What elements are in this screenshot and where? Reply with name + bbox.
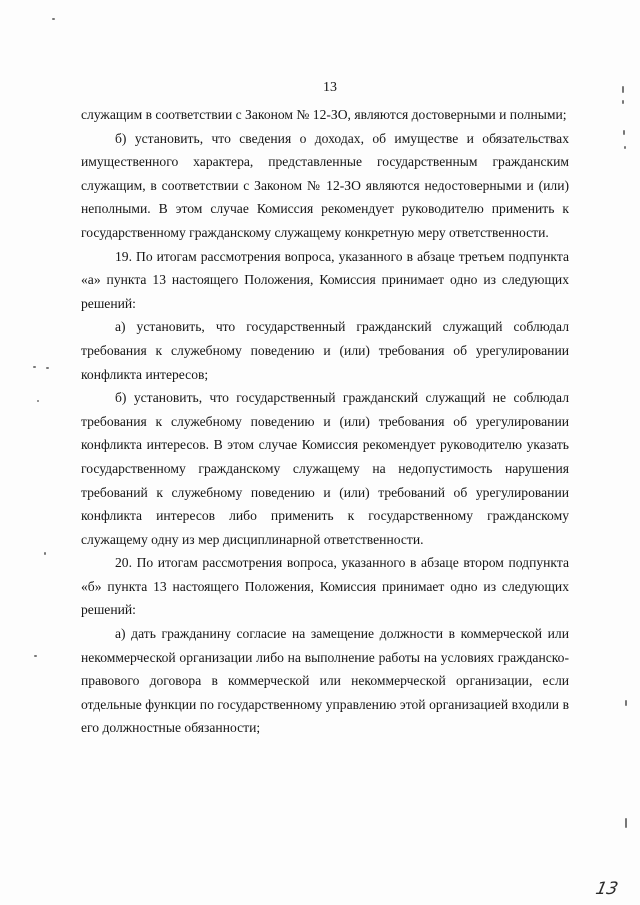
scan-speck <box>46 367 49 369</box>
scan-speck <box>622 86 624 93</box>
scan-speck <box>625 818 627 828</box>
paragraph-item-19-a: а) установить, что государственный гражданский служащий соблюдал требования к служебному поведению и (или) требования об урегулировании конфликта интересов; <box>81 319 569 382</box>
scan-speck <box>624 146 626 149</box>
paragraph-item-20: 20. По итогам рассмотрения вопроса, указанного в абзаце втором подпункта «б» пункта 13 настоящего Положения, Комиссия принимает одно из следующих решений: <box>81 555 569 618</box>
scan-speck <box>52 18 55 20</box>
paragraph-continuation: служащим в соответствии с Законом № 12-ЗО, являются достоверными и полными; <box>81 107 567 122</box>
handwritten-page-number: 13 <box>594 879 621 899</box>
scan-speck <box>625 700 627 706</box>
paragraph-item-19: 19. По итогам рассмотрения вопроса, указанного в абзаце третьем подпункта «а» пункта 13 настоящего Положения, Комиссия принимает одно из следующих решений: <box>81 248 569 311</box>
document-body <box>81 103 569 740</box>
scan-speck <box>622 100 624 104</box>
scan-speck <box>44 552 46 555</box>
paragraph-item-20-a: а) дать гражданину согласие на замещение должности в коммерческой или некоммерческой организации либо на выполнение работы на условиях гражданско-правового договора в коммерческой или некоммерческой организации, если отдельные функции по государственному управлению этой организацией входили в его должностные обязанности; <box>81 626 569 736</box>
scan-speck <box>33 366 36 368</box>
page-number: 13 <box>323 80 337 95</box>
scan-speck <box>623 130 625 135</box>
scan-speck <box>37 400 39 402</box>
scan-speck <box>34 655 37 657</box>
paragraph-item-19-b: б) установить, что государственный гражданский служащий не соблюдал требования к служебному поведению и (или) требования об урегулировании конфликта интересов. В этом случае Комиссия рекомендует руководителю указать государственному гражданскому служащему на недопустимость нарушения требований к служебному поведению и (или) требований об урегулировании конфликта интересов либо применить к государственному гражданскому служащему одну из мер дисциплинарной ответственности. <box>81 390 569 547</box>
paragraph-subitem-b-unreliable-info: б) установить, что сведения о доходах, об имуществе и обязательствах имущественного характера, представленные государственным гражданским служащим, в соответствии с Законом № 12-ЗО являются недостоверными и (или) неполными. В этом случае Комиссия рекомендует руководителю применить к государственному гражданскому служащему конкретную меру ответственности. <box>81 130 569 240</box>
